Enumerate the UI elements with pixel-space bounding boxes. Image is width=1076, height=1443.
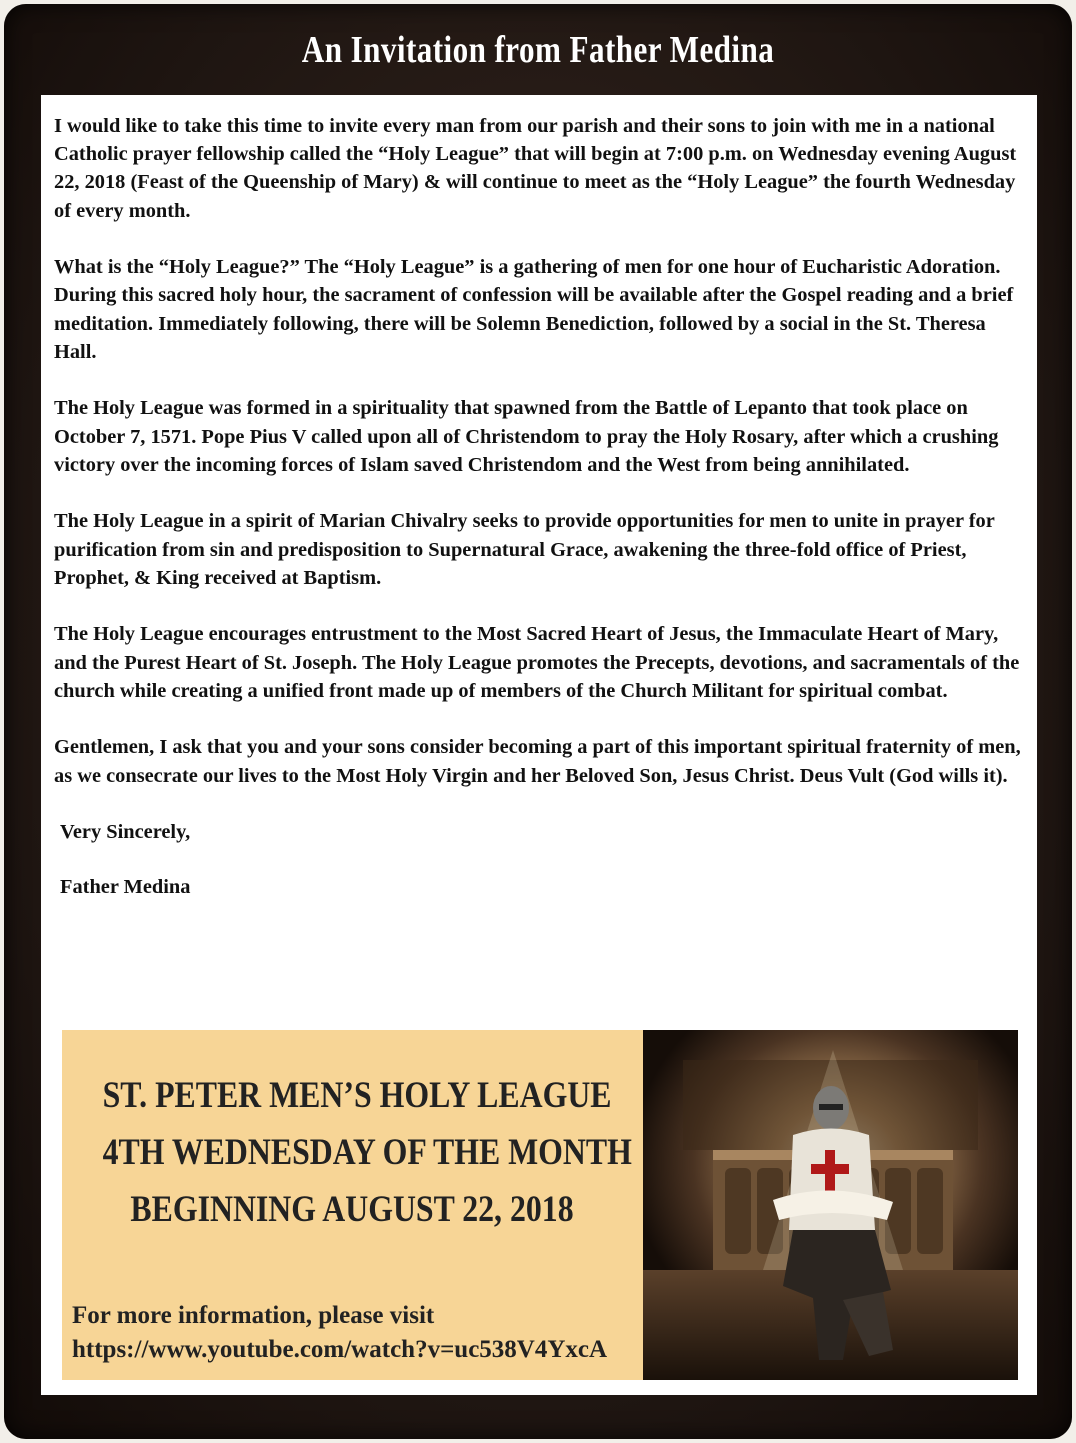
info-label: For more information, please visit <box>72 1302 435 1329</box>
letter-paragraph: What is the “Holy League?” The “Holy League” is a gathering of men for one hour of Eucharistic Adoration. During this sacred holy hour, the sacrament of confession will be available after the Gospel reading and a brief meditation. Immediately following, there will be Solemn Benediction, followed by a social in the St. Theresa Hall. <box>54 256 1014 363</box>
letter-paragraph: The Holy League in a spirit of Marian Chivalry seeks to provide opportunities for men to unite in prayer for purification from sin and predisposition to Supernatural Grace, awakening the three-fold office of Priest, Prophet, & King received at Baptism. <box>54 510 995 589</box>
banner-text-area <box>62 1030 642 1380</box>
page-title: An Invitation from Father Medina <box>301 29 775 71</box>
letter-paragraph: I would like to take this time to invite every man from our parish and their sons to join with me in a national Catholic prayer fellowship called the “Holy League” that will begin at 7:00 p.m. on Wednesday evening August 22, 2018 (Feast of the Queenship of Mary) & will continue to meet as the “Holy League” the fourth Wednesday of every month. <box>54 115 1017 222</box>
letter-signature: Father Medina <box>60 876 191 899</box>
letter-paragraph: Gentlemen, I ask that you and your sons consider becoming a part of this important spiritual fraternity of men, as we consecrate our lives to the Most Holy Virgin and her Beloved Son, Jesus Christ. Deus Vult (God wills it). <box>54 736 1021 787</box>
letter-paragraph: The Holy League was formed in a spirituality that spawned from the Battle of Lepanto that took place on October 7, 1571. Pope Pius V called upon all of Christendom to pray the Holy Rosary, after which a crushing victory over the incoming forces of Islam saved Christendom and the West from being annihilated. <box>54 397 999 476</box>
banner-schedule: 4TH WEDNESDAY OF THE MONTH <box>102 1132 632 1173</box>
letter-closing: Very Sincerely, <box>60 821 191 844</box>
info-link[interactable]: https://www.youtube.com/watch?v=uc538V4YxcA <box>72 1336 608 1363</box>
kneeling-knight-image <box>643 1030 1018 1380</box>
letter-body <box>54 112 1030 902</box>
banner-start-date: BEGINNING AUGUST 22, 2018 <box>130 1189 574 1230</box>
letter-paragraph: The Holy League encourages entrustment to the Most Sacred Heart of Jesus, the Immaculate Heart of Mary, and the Purest Heart of St. Joseph. The Holy League promotes the Precepts, devotions, and sacramentals of the church while creating a unified front made up of members of the Church Militant for spiritual combat. <box>54 623 1020 702</box>
event-banner <box>62 1030 1018 1380</box>
banner-headline: ST. PETER MEN’S HOLY LEAGUE <box>102 1075 612 1116</box>
